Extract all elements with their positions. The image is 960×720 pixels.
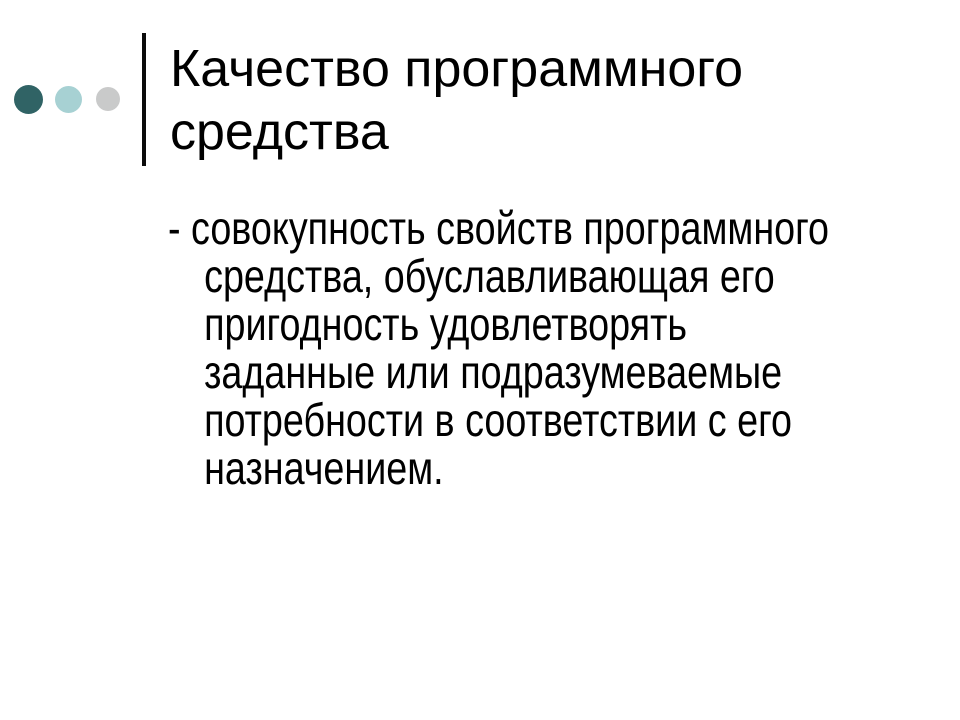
definition-line-6: назначением. [204,442,444,494]
definition-line-3: пригодность удовлетворять [204,298,688,350]
title-accent-bar [142,33,146,166]
definition-line-4: заданные или подразумеваемые [204,346,783,398]
definition-line-1: - совокупность свойств программного [168,202,830,254]
definition-line-2: средства, обуславливающая его [204,250,775,302]
slide-title-line-2: средства [170,103,389,161]
dark-teal-dot-icon [14,85,43,114]
light-teal-dot-icon [55,86,82,113]
definition-line-5: потребности в соответствии с его [204,394,792,446]
slide-title-line-1: Качество программного [170,40,743,98]
gray-dot-icon [96,87,120,111]
slide-title [170,38,743,164]
definition-text [168,204,890,492]
